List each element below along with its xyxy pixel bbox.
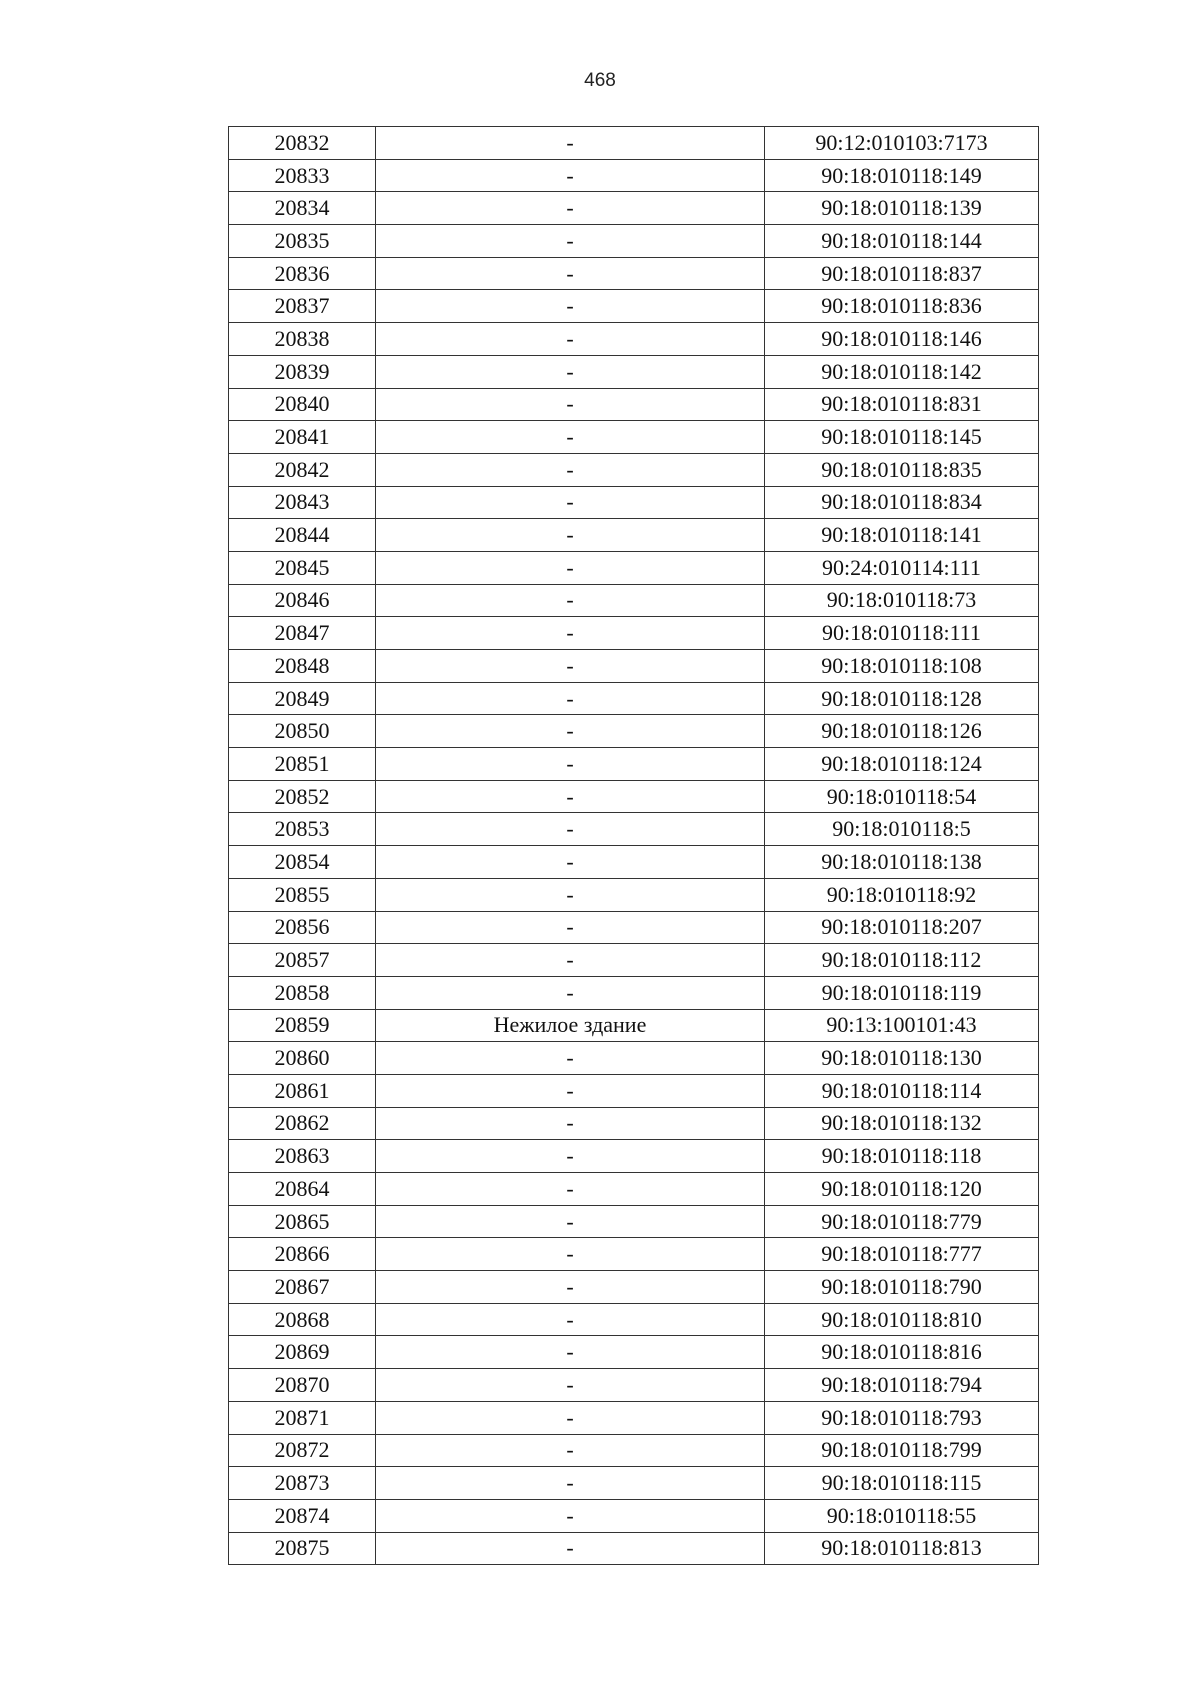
cadastral-number-cell: 90:18:010118:793 (765, 1401, 1039, 1434)
object-name-cell: - (376, 421, 765, 454)
table-row (229, 617, 1039, 650)
row-number-cell: 20864 (229, 1173, 376, 1206)
table-row (229, 290, 1039, 323)
table-row (229, 748, 1039, 781)
table-row (229, 976, 1039, 1009)
cadastral-number-cell: 90:12:010103:7173 (765, 127, 1039, 160)
row-number-cell: 20863 (229, 1140, 376, 1173)
cadastral-number-cell: 90:18:010118:139 (765, 192, 1039, 225)
object-name-cell: - (376, 1467, 765, 1500)
object-name-cell: - (376, 911, 765, 944)
object-name-cell: - (376, 257, 765, 290)
object-name-cell: - (376, 388, 765, 421)
table-row (229, 1467, 1039, 1500)
table-row (229, 846, 1039, 879)
table-row (229, 1042, 1039, 1075)
table-row (229, 878, 1039, 911)
row-number-cell: 20870 (229, 1369, 376, 1402)
row-number-cell: 20856 (229, 911, 376, 944)
cadastral-number-cell: 90:18:010118:119 (765, 976, 1039, 1009)
object-name-cell: - (376, 1238, 765, 1271)
object-name-cell: - (376, 878, 765, 911)
table-row (229, 650, 1039, 683)
cadastral-number-cell: 90:18:010118:115 (765, 1467, 1039, 1500)
table-row (229, 225, 1039, 258)
cadastral-number-cell: 90:18:010118:777 (765, 1238, 1039, 1271)
row-number-cell: 20853 (229, 813, 376, 846)
table-row (229, 715, 1039, 748)
object-name-cell: - (376, 846, 765, 879)
cadastral-number-cell: 90:18:010118:124 (765, 748, 1039, 781)
table-row (229, 1499, 1039, 1532)
cadastral-number-cell: 90:18:010118:111 (765, 617, 1039, 650)
row-number-cell: 20848 (229, 650, 376, 683)
object-name-cell: - (376, 1271, 765, 1304)
row-number-cell: 20842 (229, 453, 376, 486)
row-number-cell: 20833 (229, 159, 376, 192)
cadastral-number-cell: 90:18:010118:813 (765, 1532, 1039, 1565)
cadastral-table (228, 126, 1039, 1565)
table-body (229, 127, 1039, 1565)
object-name-cell: Нежилое здание (376, 1009, 765, 1042)
table-row (229, 584, 1039, 617)
object-name-cell: - (376, 290, 765, 323)
row-number-cell: 20868 (229, 1303, 376, 1336)
table-row (229, 944, 1039, 977)
row-number-cell: 20872 (229, 1434, 376, 1467)
table-row (229, 1074, 1039, 1107)
table-row (229, 813, 1039, 846)
object-name-cell: - (376, 551, 765, 584)
object-name-cell: - (376, 323, 765, 356)
table-row (229, 1107, 1039, 1140)
cadastral-number-cell: 90:18:010118:120 (765, 1173, 1039, 1206)
object-name-cell: - (376, 715, 765, 748)
row-number-cell: 20850 (229, 715, 376, 748)
object-name-cell: - (376, 1336, 765, 1369)
row-number-cell: 20851 (229, 748, 376, 781)
row-number-cell: 20862 (229, 1107, 376, 1140)
table-row (229, 551, 1039, 584)
row-number-cell: 20861 (229, 1074, 376, 1107)
cadastral-number-cell: 90:18:010118:73 (765, 584, 1039, 617)
row-number-cell: 20839 (229, 355, 376, 388)
cadastral-number-cell: 90:18:010118:128 (765, 682, 1039, 715)
object-name-cell: - (376, 159, 765, 192)
row-number-cell: 20860 (229, 1042, 376, 1075)
row-number-cell: 20869 (229, 1336, 376, 1369)
table-row (229, 486, 1039, 519)
cadastral-number-cell: 90:18:010118:118 (765, 1140, 1039, 1173)
cadastral-number-cell: 90:18:010118:55 (765, 1499, 1039, 1532)
cadastral-number-cell: 90:18:010118:108 (765, 650, 1039, 683)
table-row (229, 421, 1039, 454)
cadastral-number-cell: 90:18:010118:126 (765, 715, 1039, 748)
cadastral-number-cell: 90:18:010118:142 (765, 355, 1039, 388)
object-name-cell: - (376, 1074, 765, 1107)
cadastral-number-cell: 90:18:010118:112 (765, 944, 1039, 977)
table-row (229, 1140, 1039, 1173)
row-number-cell: 20855 (229, 878, 376, 911)
row-number-cell: 20865 (229, 1205, 376, 1238)
row-number-cell: 20843 (229, 486, 376, 519)
cadastral-number-cell: 90:18:010118:816 (765, 1336, 1039, 1369)
table-row (229, 159, 1039, 192)
object-name-cell: - (376, 682, 765, 715)
table-row (229, 1401, 1039, 1434)
object-name-cell: - (376, 944, 765, 977)
cadastral-number-cell: 90:18:010118:207 (765, 911, 1039, 944)
object-name-cell: - (376, 1107, 765, 1140)
row-number-cell: 20837 (229, 290, 376, 323)
object-name-cell: - (376, 1205, 765, 1238)
table-row (229, 127, 1039, 160)
row-number-cell: 20857 (229, 944, 376, 977)
object-name-cell: - (376, 1532, 765, 1565)
cadastral-number-cell: 90:13:100101:43 (765, 1009, 1039, 1042)
cadastral-number-cell: 90:18:010118:92 (765, 878, 1039, 911)
object-name-cell: - (376, 486, 765, 519)
cadastral-number-cell: 90:18:010118:145 (765, 421, 1039, 454)
table-row (229, 1336, 1039, 1369)
cadastral-number-cell: 90:18:010118:114 (765, 1074, 1039, 1107)
table-row (229, 1238, 1039, 1271)
object-name-cell: - (376, 127, 765, 160)
row-number-cell: 20854 (229, 846, 376, 879)
object-name-cell: - (376, 192, 765, 225)
row-number-cell: 20841 (229, 421, 376, 454)
row-number-cell: 20845 (229, 551, 376, 584)
row-number-cell: 20840 (229, 388, 376, 421)
object-name-cell: - (376, 1303, 765, 1336)
table-row (229, 1369, 1039, 1402)
table-row (229, 192, 1039, 225)
cadastral-number-cell: 90:18:010118:149 (765, 159, 1039, 192)
table-row (229, 453, 1039, 486)
object-name-cell: - (376, 225, 765, 258)
object-name-cell: - (376, 1401, 765, 1434)
row-number-cell: 20873 (229, 1467, 376, 1500)
row-number-cell: 20838 (229, 323, 376, 356)
object-name-cell: - (376, 650, 765, 683)
row-number-cell: 20875 (229, 1532, 376, 1565)
cadastral-number-cell: 90:18:010118:835 (765, 453, 1039, 486)
cadastral-number-cell: 90:18:010118:834 (765, 486, 1039, 519)
row-number-cell: 20859 (229, 1009, 376, 1042)
object-name-cell: - (376, 780, 765, 813)
table-row (229, 911, 1039, 944)
row-number-cell: 20852 (229, 780, 376, 813)
cadastral-number-cell: 90:18:010118:794 (765, 1369, 1039, 1402)
table-row (229, 257, 1039, 290)
cadastral-number-cell: 90:18:010118:141 (765, 519, 1039, 552)
object-name-cell: - (376, 584, 765, 617)
row-number-cell: 20849 (229, 682, 376, 715)
cadastral-number-cell: 90:18:010118:130 (765, 1042, 1039, 1075)
table-row (229, 355, 1039, 388)
object-name-cell: - (376, 355, 765, 388)
table-row (229, 1173, 1039, 1206)
table-row (229, 519, 1039, 552)
table-row (229, 388, 1039, 421)
row-number-cell: 20867 (229, 1271, 376, 1304)
object-name-cell: - (376, 813, 765, 846)
table-row (229, 1009, 1039, 1042)
cadastral-number-cell: 90:18:010118:132 (765, 1107, 1039, 1140)
table-row (229, 1271, 1039, 1304)
cadastral-number-cell: 90:24:010114:111 (765, 551, 1039, 584)
row-number-cell: 20871 (229, 1401, 376, 1434)
object-name-cell: - (376, 1499, 765, 1532)
row-number-cell: 20874 (229, 1499, 376, 1532)
row-number-cell: 20836 (229, 257, 376, 290)
object-name-cell: - (376, 453, 765, 486)
row-number-cell: 20844 (229, 519, 376, 552)
row-number-cell: 20834 (229, 192, 376, 225)
cadastral-number-cell: 90:18:010118:146 (765, 323, 1039, 356)
cadastral-number-cell: 90:18:010118:836 (765, 290, 1039, 323)
row-number-cell: 20858 (229, 976, 376, 1009)
row-number-cell: 20835 (229, 225, 376, 258)
table-row (229, 1303, 1039, 1336)
cadastral-number-cell: 90:18:010118:810 (765, 1303, 1039, 1336)
object-name-cell: - (376, 1434, 765, 1467)
table-row (229, 1532, 1039, 1565)
object-name-cell: - (376, 1369, 765, 1402)
cadastral-number-cell: 90:18:010118:831 (765, 388, 1039, 421)
object-name-cell: - (376, 748, 765, 781)
object-name-cell: - (376, 519, 765, 552)
row-number-cell: 20847 (229, 617, 376, 650)
cadastral-number-cell: 90:18:010118:837 (765, 257, 1039, 290)
object-name-cell: - (376, 1173, 765, 1206)
table-row (229, 323, 1039, 356)
cadastral-number-cell: 90:18:010118:790 (765, 1271, 1039, 1304)
row-number-cell: 20866 (229, 1238, 376, 1271)
table-row (229, 1205, 1039, 1238)
cadastral-number-cell: 90:18:010118:144 (765, 225, 1039, 258)
cadastral-number-cell: 90:18:010118:799 (765, 1434, 1039, 1467)
page-number: 468 (584, 70, 616, 91)
cadastral-number-cell: 90:18:010118:138 (765, 846, 1039, 879)
row-number-cell: 20846 (229, 584, 376, 617)
row-number-cell: 20832 (229, 127, 376, 160)
table-row (229, 1434, 1039, 1467)
object-name-cell: - (376, 1140, 765, 1173)
cadastral-number-cell: 90:18:010118:5 (765, 813, 1039, 846)
object-name-cell: - (376, 976, 765, 1009)
cadastral-number-cell: 90:18:010118:779 (765, 1205, 1039, 1238)
table-row (229, 780, 1039, 813)
cadastral-number-cell: 90:18:010118:54 (765, 780, 1039, 813)
object-name-cell: - (376, 617, 765, 650)
table-row (229, 682, 1039, 715)
object-name-cell: - (376, 1042, 765, 1075)
